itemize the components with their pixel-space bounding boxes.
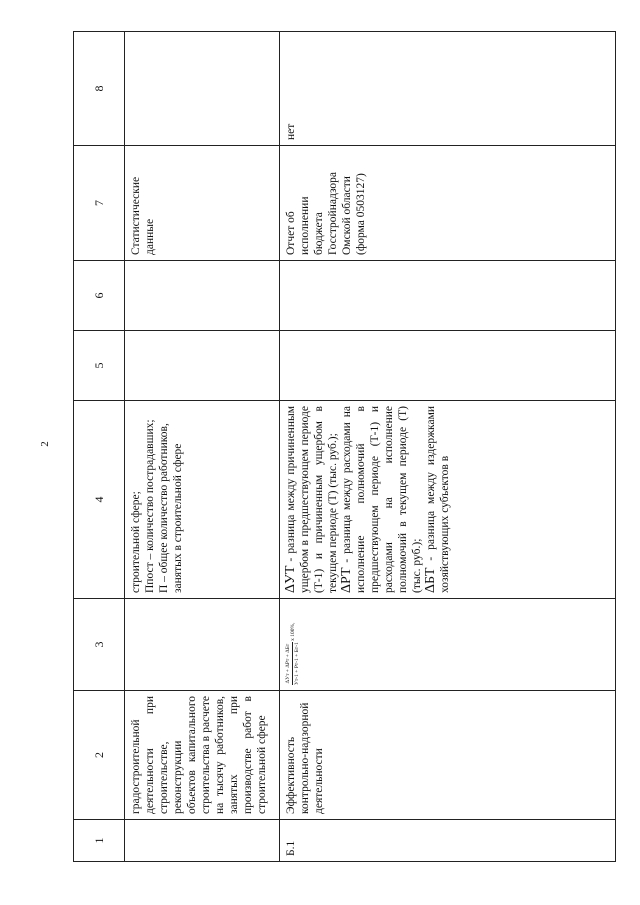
row1-col6 [125, 261, 280, 331]
row2-formula [280, 599, 616, 691]
rotated-table-container [73, 32, 616, 862]
header-cell: 1 [74, 820, 125, 862]
row1-formula [125, 599, 280, 691]
header-cell: 3 [74, 599, 125, 691]
row1-col5 [125, 331, 280, 401]
header-cell: 8 [74, 32, 125, 146]
description-delta-b: - разница между издержками хозяйствующих субъектов в [425, 405, 451, 593]
row2-col6 [280, 261, 616, 331]
formula-suffix: x 100%, [289, 622, 296, 641]
header-cell: 6 [74, 261, 125, 331]
indicator-table [73, 31, 616, 862]
header-cell: 5 [74, 331, 125, 401]
row2-col5 [280, 331, 616, 401]
table-row [280, 32, 616, 862]
row2-source: Отчет об исполнении бюджета Госстройнадзора Омской области (форма 0503127) [280, 146, 616, 261]
row1-code [125, 820, 280, 862]
header-row [74, 32, 125, 862]
header-cell: 4 [74, 401, 125, 599]
row1-indicator-name: градостроительной деятельности при строительстве, реконструкции объектов капитального строительства в расчете на тысячу работников, занятых при производстве работ в строительной сфере [125, 691, 280, 820]
symbol-delta-r: ΔРТ [339, 567, 354, 593]
row2-code: Б.1 [280, 820, 616, 862]
row1-col8 [125, 32, 280, 146]
formula-fraction [284, 642, 301, 685]
table-row [125, 32, 280, 862]
row2-col8: нет [280, 32, 616, 146]
formula-numerator: ΔУт + ΔРт + ΔБт [285, 643, 291, 684]
row2-description [280, 401, 616, 599]
row1-source: Статистические данные [125, 146, 280, 261]
header-cell: 2 [74, 691, 125, 820]
row1-description: строительной сфере; Ппост – количество пострадавших; П – общее количество работников, занятых в строительной сфере [125, 401, 280, 599]
header-cell: 7 [74, 146, 125, 261]
description-delta-r: - разница между расходами на исполнение полномочий в предшествующем периоде (Т-1) и расходами на исполнение полномочий в текущем периоде (Т) (тыс. руб.); [341, 405, 423, 593]
description-delta-u: - разница между причиненным ущербом в предшествующем периоде (Т-1) и причиненным ущербом в текущем периоде (Т) (тыс. руб.); [285, 406, 339, 593]
symbol-delta-u: ΔУТ [283, 565, 298, 593]
formula-denominator: Ут-1 + Рт-1 + Бт-1 [294, 642, 300, 685]
page-number: 2 [38, 441, 51, 447]
row2-indicator-name: Эффективность контрольно-надзорной деятельности [280, 691, 616, 820]
symbol-delta-b: ΔБТ [423, 567, 438, 593]
